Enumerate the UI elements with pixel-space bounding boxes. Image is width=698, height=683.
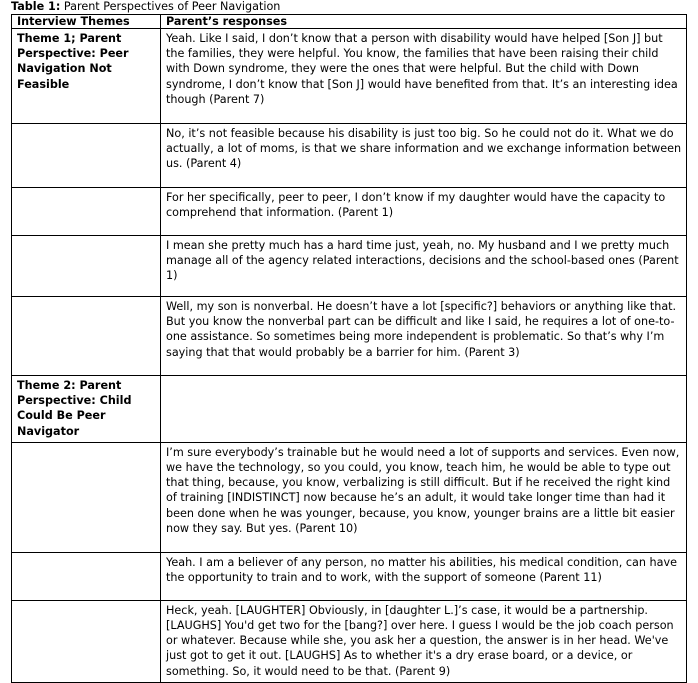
table-row [12,600,687,682]
response-cell: Yeah. Like I said, I don’t know that a person with disability would have helped [Son J] but the families, they were helpful. You know, the families that have been raising their child with Down syndrome, they were the ones that were helpful. But the child with Down syndrome, I don’t know that [Son J] would have benefited from that. It’s an interesting idea though (Parent 7) [161,29,687,124]
table-row [12,124,687,188]
theme-cell [12,297,161,376]
response-cell: I’m sure everybody’s trainable but he would need a lot of supports and services. Even now, we have the technology, so you could, you know, teach him, he would be able to type out that thing, because, you know, verbalizing is still difficult. But if he received the right kind of training [INDISTINCT] now because he’s an adult, it would take longer time than had it been done when he was younger, because, you know, younger brains are a little bit easier now they say. But yes. (Parent 10) [161,442,687,552]
table-row [12,188,687,236]
table-row [12,236,687,297]
table-header-row [12,15,687,29]
response-cell: For her specifically, peer to peer, I don’t know if my daughter would have the capacity to comprehend that information. (Parent 1) [161,188,687,236]
table-caption-text: Parent Perspectives of Peer Navigation [60,0,281,13]
peer-navigation-table [11,14,687,683]
response-cell: Well, my son is nonverbal. He doesn’t have a lot [specific?] behaviors or anything like that. But you know the nonverbal part can be difficult and like I said, he requires a lot of one-to-one assistance. So sometimes being more independent is problematic. So that’s why I’m saying that that would probably be a barrier for him. (Parent 3) [161,297,687,376]
response-cell: No, it’s not feasible because his disability is just too big. So he could not do it. What we do actually, a lot of moms, is that we share information and we exchange information between us. (Parent 4) [161,124,687,188]
response-cell [161,376,687,443]
theme-cell [12,124,161,188]
header-parent-responses: Parent’s responses [161,15,687,29]
theme-cell [12,188,161,236]
table-row [12,552,687,600]
table-caption [11,0,280,13]
table-row [12,29,687,124]
theme-cell [12,236,161,297]
response-cell: Yeah. I am a believer of any person, no matter his abilities, his medical condition, can have the opportunity to train and to work, with the support of someone (Parent 11) [161,552,687,600]
theme-cell [12,442,161,552]
response-cell: I mean she pretty much has a hard time just, yeah, no. My husband and I we pretty much manage all of the agency related interactions, decisions and the school-based ones (Parent 1) [161,236,687,297]
response-cell: Heck, yeah. [LAUGHTER] Obviously, in [daughter L.]’s case, it would be a partnership. [LAUGHS] You'd get two for the [bang?] over here. I guess I would be the job coach person or whatever. Because while she, you ask her a question, the answer is in her head. We've just got to get it out. [LAUGHS] As to whether it's a dry erase board, or a device, or something. So, it would need to be that. (Parent 9) [161,600,687,682]
table-row [12,297,687,376]
theme-cell: Theme 1; Parent Perspective: Peer Navigation Not Feasible [12,29,161,124]
theme-cell [12,600,161,682]
theme-cell: Theme 2: Parent Perspective: Child Could Be Peer Navigator [12,376,161,443]
table-row [12,376,687,443]
table-row [12,442,687,552]
theme-cell [12,552,161,600]
table-caption-label: Table 1: [11,0,61,13]
header-interview-themes: Interview Themes [12,15,161,29]
